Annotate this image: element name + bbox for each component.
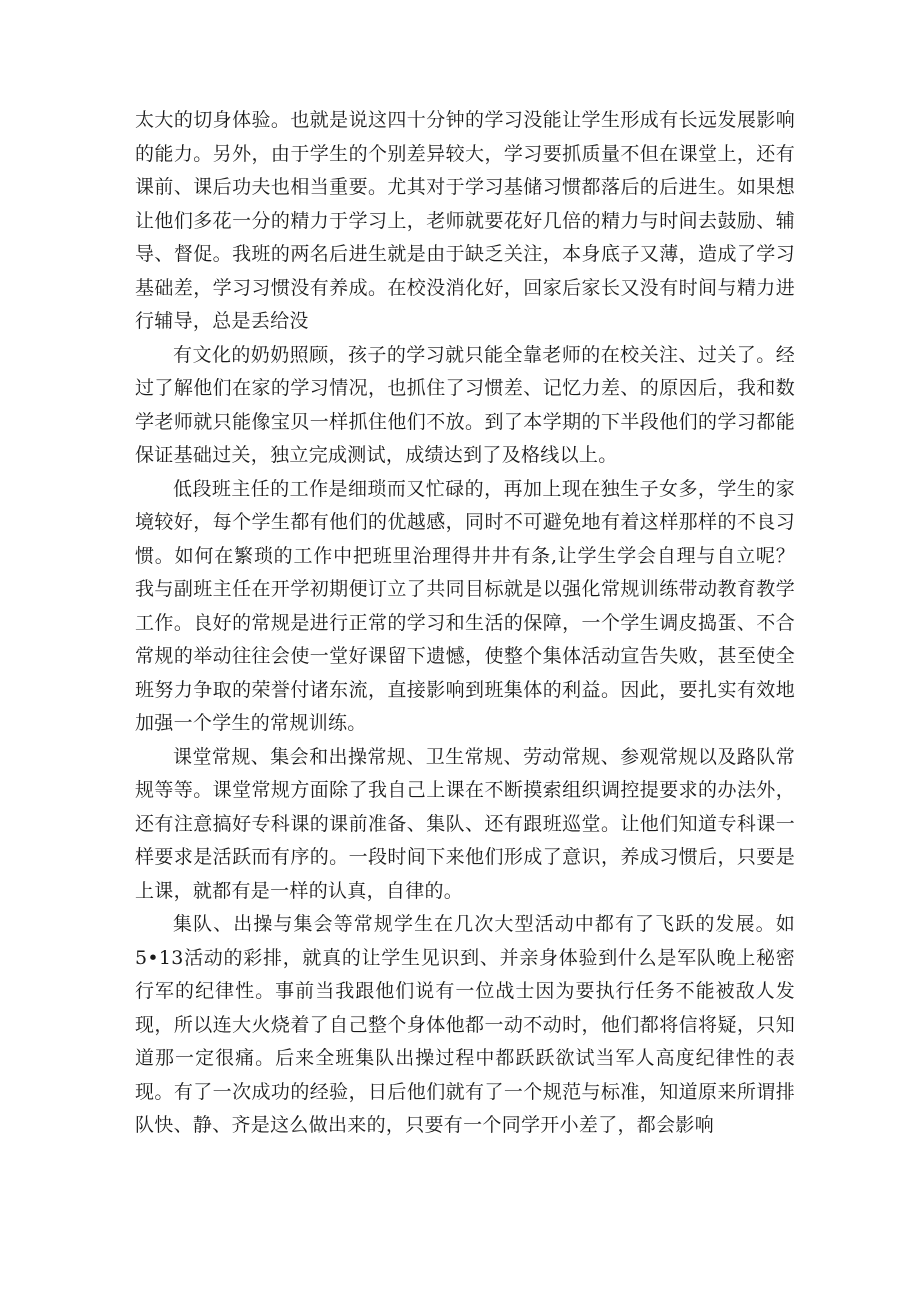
paragraph-4: 课堂常规、集会和出操常规、卫生常规、劳动常规、参观常规以及路队常规等等。课堂常规方面除了我自己上课在不断摸索组织调控提要求的办法外，还有注意搞好专科课的课前准备、集队、还有跟班巡堂。让他们知道专科课一样要求是活跃而有序的。一段时间下来他们形成了意识，养成习惯后，只要是上课，就都有是一样的认真，自律的。 xyxy=(135,745,795,902)
paragraph-2: 有文化的奶奶照顾，孩子的学习就只能全靠老师的在校关注、过关了。经过了解他们在家的学习情况，也抓住了习惯差、记忆力差、的原因后，我和数学老师就只能像宝贝一样抓住他们不放。到了本学期的下半段他们的学习都能保证基础过关，独立完成测试，成绩达到了及格线以上。 xyxy=(135,343,795,466)
document-body xyxy=(135,104,795,1143)
paragraph-3: 低段班主任的工作是细琐而又忙碌的，再加上现在独生子女多，学生的家境较好，每个学生都有他们的优越感，同时不可避免地有着这样那样的不良习惯。如何在繁琐的工作中把班里治理得井井有条,让学生学会自理与自立呢？我与副班主任在开学初期便订立了共同目标就是以强化常规训练带动教育教学工作。良好的常规是进行正常的学习和生活的保障，一个学生调皮捣蛋、不合常规的举动往往会使一堂好课留下遗憾，使整个集体活动宣告失败，甚至使全班努力争取的荣誉付诸东流，直接影响到班集体的利益。因此，要扎实有效地加强一个学生的常规训练。 xyxy=(135,477,795,734)
paragraph-5: 集队、出操与集会等常规学生在几次大型活动中都有了飞跃的发展。如5•13活动的彩排，就真的让学生见识到、并亲身体验到什么是军队晚上秘密行军的纪律性。事前当我跟他们说有一位战士因为要执行任务不能被敌人发现，所以连大火烧着了自己整个身体他都一动不动时，他们都将信将疑，只知道那一定很痛。后来全班集队出操过程中都跃跃欲试当军人高度纪律性的表现。有了一次成功的经验，日后他们就有了一个规范与标准，知道原来所谓排队快、静、齐是这么做出来的，只要有一个同学开小差了，都会影响 xyxy=(135,913,795,1136)
paragraph-1: 太大的切身体验。也就是说这四十分钟的学习没能让学生形成有长远发展影响的能力。另外，由于学生的个别差异较大，学习要抓质量不但在课堂上，还有课前、课后功夫也相当重要。尤其对于学习基储习惯都落后的后进生。如果想让他们多花一分的精力于学习上，老师就要花好几倍的精力与时间去鼓励、辅导、督促。我班的两名后进生就是由于缺乏关注，本身底子又薄，造成了学习基础差，学习习惯没有养成。在校没消化好，回家后家长又没有时间与精力进行辅导，总是丢给没 xyxy=(135,109,795,332)
